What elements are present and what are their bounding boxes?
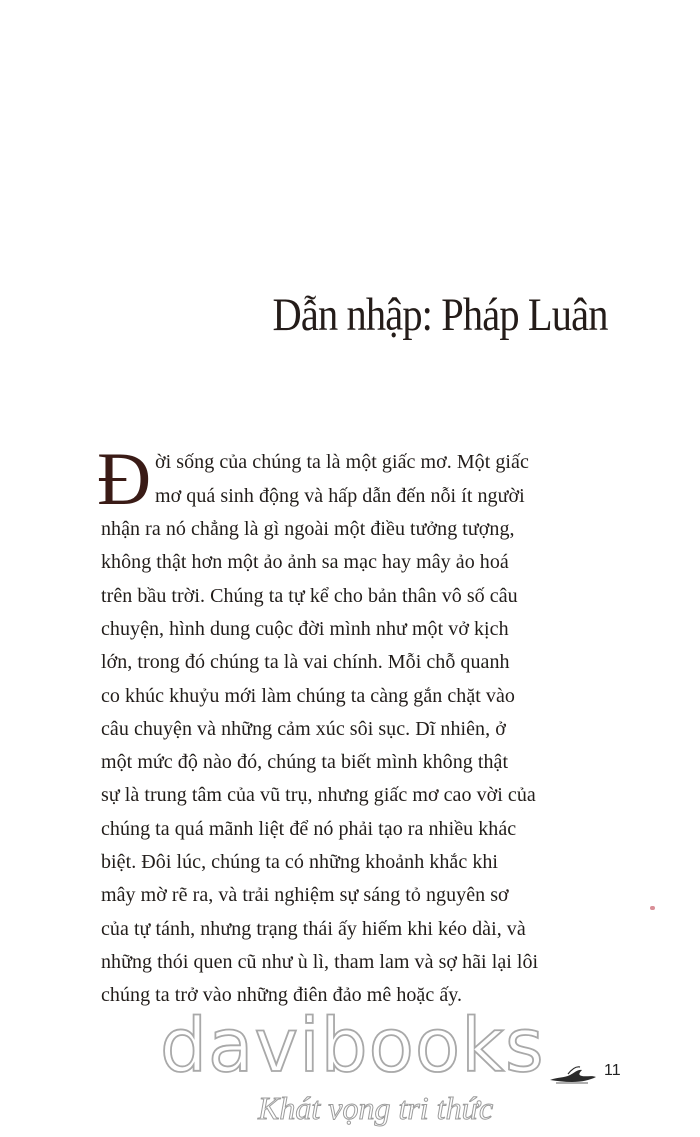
body-line: một mức độ nào đó, chúng ta biết mình không thật [101, 751, 509, 774]
page-number: 11 [604, 1062, 621, 1079]
paper-speck [650, 906, 655, 910]
body-line: chuyện, hình dung cuộc đời mình như một vở kịch [101, 617, 509, 640]
body-line: co khúc khuỷu mới làm chúng ta càng gắn chặt vào [101, 684, 515, 707]
body-line: mơ quá sinh động và hấp dẫn đến nỗi ít người [155, 485, 525, 507]
body-line: không thật hơn một ảo ảnh sa mạc hay mây ảo hoá [101, 551, 509, 574]
body-line: của tự tánh, nhưng trạng thái ấy hiếm khi kéo dài, và [101, 917, 526, 940]
body-line: chúng ta trở vào những điên đảo mê hoặc ấy. [101, 984, 463, 1007]
body-line: biệt. Đôi lúc, chúng ta có những khoảnh khắc khi [101, 851, 499, 873]
body-line: ời sống của chúng ta là một giấc mơ. Một giấc [155, 451, 529, 473]
body-line: nhận ra nó chẳng là gì ngoài một điều tưởng tượng, [101, 518, 515, 540]
body-line: những thói quen cũ như ù lì, tham lam và sợ hãi lại lôi [101, 950, 539, 973]
body-line: chúng ta quá mãnh liệt để nó phải tạo ra nhiều khác [101, 817, 517, 840]
watermark-logo: davibooks [160, 1003, 545, 1089]
bird-ornament-icon [548, 1063, 598, 1085]
body-line: sự là trung tâm của vũ trụ, nhưng giấc mơ cao vời của [101, 784, 536, 807]
tagline: Khát vọng tri thức [258, 1090, 494, 1126]
chapter-title: Dẫn nhập: Pháp Luân [272, 289, 608, 341]
body-line: mây mờ rẽ ra, và trải nghiệm sự sáng tỏ nguyên sơ [101, 884, 509, 907]
body-line: lớn, trong đó chúng ta là vai chính. Mỗi chỗ quanh [101, 651, 510, 674]
body-line: trên bầu trời. Chúng ta tự kể cho bản thân vô số câu [101, 584, 518, 607]
body-line: câu chuyện và những cảm xúc sôi sục. Dĩ nhiên, ở [101, 717, 506, 740]
drop-cap: Đ [97, 438, 152, 521]
